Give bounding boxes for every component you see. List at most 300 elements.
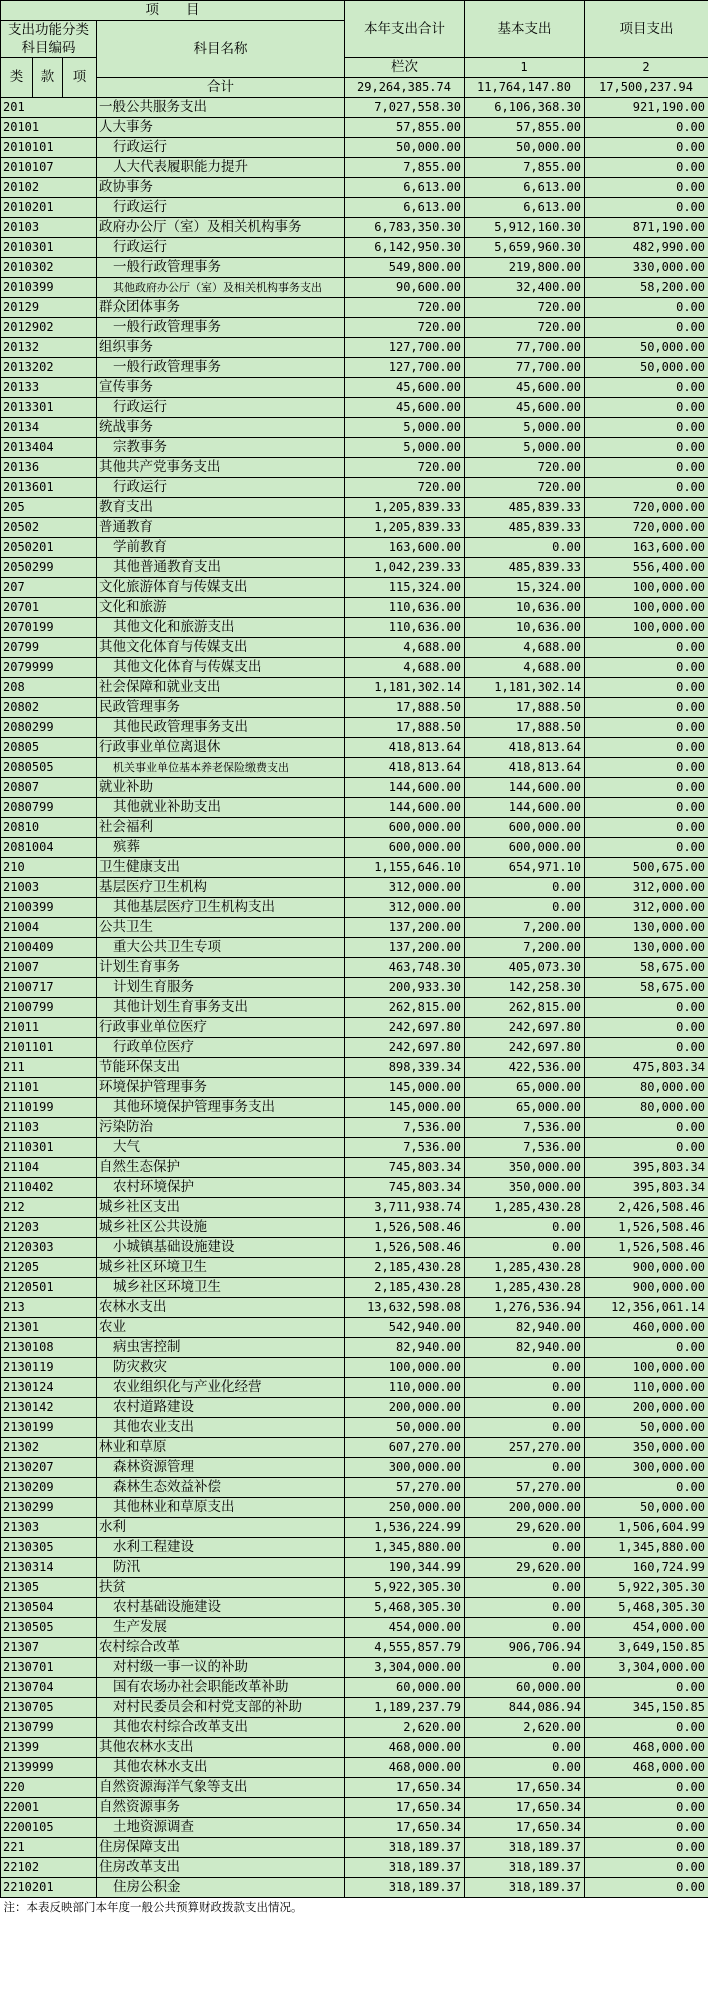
row-code: 2130124 xyxy=(1,1378,97,1398)
row-total: 312,000.00 xyxy=(345,898,465,918)
row-total: 2,185,430.28 xyxy=(345,1258,465,1278)
table-row xyxy=(1,1678,708,1698)
table-row xyxy=(1,1598,708,1618)
row-name: 其他民政管理事务支出 xyxy=(97,718,345,738)
row-total: 600,000.00 xyxy=(345,818,465,838)
row-code: 21307 xyxy=(1,1638,97,1658)
row-code: 22001 xyxy=(1,1798,97,1818)
row-project: 720,000.00 xyxy=(585,498,708,518)
row-basic: 50,000.00 xyxy=(465,138,585,158)
row-code: 2010201 xyxy=(1,198,97,218)
table-row xyxy=(1,378,708,398)
table-row xyxy=(1,778,708,798)
row-project: 5,922,305.30 xyxy=(585,1578,708,1598)
row-project: 0.00 xyxy=(585,458,708,478)
row-project: 345,150.85 xyxy=(585,1698,708,1718)
table-row xyxy=(1,1418,708,1438)
row-code: 2010301 xyxy=(1,238,97,258)
row-project: 0.00 xyxy=(585,1678,708,1698)
table-row xyxy=(1,218,708,238)
row-name: 生产发展 xyxy=(97,1618,345,1638)
row-basic: 2,620.00 xyxy=(465,1718,585,1738)
row-basic: 318,189.37 xyxy=(465,1858,585,1878)
row-basic: 485,839.33 xyxy=(465,558,585,578)
row-code: 20129 xyxy=(1,298,97,318)
row-code: 20103 xyxy=(1,218,97,238)
row-total: 463,748.30 xyxy=(345,958,465,978)
row-basic: 1,285,430.28 xyxy=(465,1258,585,1278)
table-row xyxy=(1,198,708,218)
table-row xyxy=(1,1358,708,1378)
row-project: 1,526,508.46 xyxy=(585,1238,708,1258)
row-basic: 242,697.80 xyxy=(465,1038,585,1058)
header-row-1 xyxy=(1,1,708,21)
row-name: 一般公共服务支出 xyxy=(97,98,345,118)
header-lanci: 栏次 xyxy=(345,58,465,78)
row-project: 454,000.00 xyxy=(585,1618,708,1638)
table-row xyxy=(1,1498,708,1518)
row-basic: 57,855.00 xyxy=(465,118,585,138)
row-total: 13,632,598.08 xyxy=(345,1298,465,1318)
row-basic: 600,000.00 xyxy=(465,818,585,838)
row-basic: 82,940.00 xyxy=(465,1318,585,1338)
row-name: 就业补助 xyxy=(97,778,345,798)
row-name: 其他政府办公厅（室）及相关机构事务支出 xyxy=(97,278,345,298)
row-name: 其他农林水支出 xyxy=(97,1738,345,1758)
row-name: 自然生态保护 xyxy=(97,1158,345,1178)
row-project: 0.00 xyxy=(585,1118,708,1138)
row-code: 20136 xyxy=(1,458,97,478)
row-project: 395,803.34 xyxy=(585,1158,708,1178)
row-basic: 32,400.00 xyxy=(465,278,585,298)
row-basic: 485,839.33 xyxy=(465,518,585,538)
row-name: 一般行政管理事务 xyxy=(97,358,345,378)
row-name: 农业组织化与产业化经营 xyxy=(97,1378,345,1398)
row-project: 130,000.00 xyxy=(585,918,708,938)
row-name: 污染防治 xyxy=(97,1118,345,1138)
row-total: 57,855.00 xyxy=(345,118,465,138)
row-project: 160,724.99 xyxy=(585,1558,708,1578)
row-total: 745,803.34 xyxy=(345,1158,465,1178)
row-basic: 6,613.00 xyxy=(465,178,585,198)
row-name: 宣传事务 xyxy=(97,378,345,398)
row-total: 312,000.00 xyxy=(345,878,465,898)
row-basic: 6,106,368.30 xyxy=(465,98,585,118)
row-basic: 57,270.00 xyxy=(465,1478,585,1498)
row-name: 城乡社区环境卫生 xyxy=(97,1258,345,1278)
header-col-basic: 基本支出 xyxy=(465,1,585,58)
row-project: 0.00 xyxy=(585,778,708,798)
row-total: 1,205,839.33 xyxy=(345,518,465,538)
row-basic: 242,697.80 xyxy=(465,1018,585,1038)
table-row xyxy=(1,1018,708,1038)
row-total: 110,000.00 xyxy=(345,1378,465,1398)
row-name: 机关事业单位基本养老保险缴费支出 xyxy=(97,758,345,778)
row-basic: 4,688.00 xyxy=(465,658,585,678)
row-basic: 142,258.30 xyxy=(465,978,585,998)
row-project: 0.00 xyxy=(585,478,708,498)
row-basic: 0.00 xyxy=(465,538,585,558)
row-basic: 60,000.00 xyxy=(465,1678,585,1698)
row-name: 土地资源调查 xyxy=(97,1818,345,1838)
row-project: 460,000.00 xyxy=(585,1318,708,1338)
row-name: 行政运行 xyxy=(97,238,345,258)
header-xiang: 项 xyxy=(63,58,97,98)
row-code: 2130199 xyxy=(1,1418,97,1438)
table-row xyxy=(1,478,708,498)
row-code: 21302 xyxy=(1,1438,97,1458)
row-project: 0.00 xyxy=(585,118,708,138)
row-name: 对村级一事一议的补助 xyxy=(97,1658,345,1678)
row-total: 100,000.00 xyxy=(345,1358,465,1378)
row-basic: 10,636.00 xyxy=(465,618,585,638)
row-total: 242,697.80 xyxy=(345,1018,465,1038)
row-name: 农村环境保护 xyxy=(97,1178,345,1198)
row-basic: 0.00 xyxy=(465,898,585,918)
row-name: 病虫害控制 xyxy=(97,1338,345,1358)
table-row xyxy=(1,1718,708,1738)
row-name: 教育支出 xyxy=(97,498,345,518)
row-name: 行政运行 xyxy=(97,198,345,218)
row-project: 80,000.00 xyxy=(585,1078,708,1098)
table-row xyxy=(1,98,708,118)
row-name: 其他林业和草原支出 xyxy=(97,1498,345,1518)
row-code: 2013202 xyxy=(1,358,97,378)
row-basic: 844,086.94 xyxy=(465,1698,585,1718)
table-row xyxy=(1,858,708,878)
row-project: 0.00 xyxy=(585,418,708,438)
row-code: 20133 xyxy=(1,378,97,398)
row-code: 2130704 xyxy=(1,1678,97,1698)
row-project: 5,468,305.30 xyxy=(585,1598,708,1618)
header-class-code: 支出功能分类科目编码 xyxy=(1,21,97,58)
row-code: 20799 xyxy=(1,638,97,658)
row-name: 殡葬 xyxy=(97,838,345,858)
row-total: 5,922,305.30 xyxy=(345,1578,465,1598)
row-code: 20134 xyxy=(1,418,97,438)
row-project: 0.00 xyxy=(585,698,708,718)
row-project: 871,190.00 xyxy=(585,218,708,238)
row-basic: 45,600.00 xyxy=(465,378,585,398)
row-project: 0.00 xyxy=(585,658,708,678)
row-basic: 906,706.94 xyxy=(465,1638,585,1658)
row-basic: 0.00 xyxy=(465,1578,585,1598)
row-total: 1,205,839.33 xyxy=(345,498,465,518)
row-code: 2130119 xyxy=(1,1358,97,1378)
row-name: 大气 xyxy=(97,1138,345,1158)
row-code: 21205 xyxy=(1,1258,97,1278)
row-basic: 65,000.00 xyxy=(465,1098,585,1118)
row-total: 720.00 xyxy=(345,298,465,318)
row-basic: 17,888.50 xyxy=(465,698,585,718)
row-basic: 418,813.64 xyxy=(465,758,585,778)
row-code: 21101 xyxy=(1,1078,97,1098)
row-code: 2013404 xyxy=(1,438,97,458)
row-project: 0.00 xyxy=(585,198,708,218)
row-code: 2210201 xyxy=(1,1878,97,1898)
row-code: 2010399 xyxy=(1,278,97,298)
table-row xyxy=(1,178,708,198)
row-project: 58,675.00 xyxy=(585,958,708,978)
row-basic: 7,200.00 xyxy=(465,938,585,958)
row-project: 312,000.00 xyxy=(585,878,708,898)
table-row xyxy=(1,1158,708,1178)
row-total: 418,813.64 xyxy=(345,738,465,758)
row-basic: 0.00 xyxy=(465,1398,585,1418)
row-basic: 0.00 xyxy=(465,1738,585,1758)
row-code: 220 xyxy=(1,1778,97,1798)
table-row xyxy=(1,538,708,558)
row-basic: 15,324.00 xyxy=(465,578,585,598)
row-project: 468,000.00 xyxy=(585,1738,708,1758)
table-row xyxy=(1,1778,708,1798)
row-basic: 1,285,430.28 xyxy=(465,1198,585,1218)
row-name: 水利工程建设 xyxy=(97,1538,345,1558)
row-name: 其他农林水支出 xyxy=(97,1758,345,1778)
row-project: 0.00 xyxy=(585,398,708,418)
row-code: 21003 xyxy=(1,878,97,898)
row-project: 50,000.00 xyxy=(585,358,708,378)
row-project: 50,000.00 xyxy=(585,338,708,358)
row-total: 468,000.00 xyxy=(345,1758,465,1778)
row-total: 6,613.00 xyxy=(345,198,465,218)
row-code: 21203 xyxy=(1,1218,97,1238)
table-row xyxy=(1,1198,708,1218)
row-project: 312,000.00 xyxy=(585,898,708,918)
row-name: 基层医疗卫生机构 xyxy=(97,878,345,898)
row-basic: 144,600.00 xyxy=(465,778,585,798)
row-name: 其他环境保护管理事务支出 xyxy=(97,1098,345,1118)
sum-project: 17,500,237.94 xyxy=(585,78,708,98)
row-project: 100,000.00 xyxy=(585,598,708,618)
row-code: 21007 xyxy=(1,958,97,978)
row-total: 318,189.37 xyxy=(345,1838,465,1858)
row-code: 205 xyxy=(1,498,97,518)
row-project: 0.00 xyxy=(585,1798,708,1818)
table-row xyxy=(1,678,708,698)
row-code: 2100409 xyxy=(1,938,97,958)
row-total: 2,185,430.28 xyxy=(345,1278,465,1298)
row-project: 0.00 xyxy=(585,1878,708,1898)
row-project: 50,000.00 xyxy=(585,1418,708,1438)
sum-basic: 11,764,147.80 xyxy=(465,78,585,98)
row-code: 2130504 xyxy=(1,1598,97,1618)
row-total: 17,650.34 xyxy=(345,1818,465,1838)
row-total: 17,650.34 xyxy=(345,1778,465,1798)
row-basic: 318,189.37 xyxy=(465,1838,585,1858)
row-name: 小城镇基础设施建设 xyxy=(97,1238,345,1258)
row-total: 720.00 xyxy=(345,478,465,498)
row-basic: 422,536.00 xyxy=(465,1058,585,1078)
row-project: 0.00 xyxy=(585,178,708,198)
row-project: 0.00 xyxy=(585,758,708,778)
table-row xyxy=(1,978,708,998)
row-project: 0.00 xyxy=(585,1858,708,1878)
row-total: 6,613.00 xyxy=(345,178,465,198)
row-name: 其他共产党事务支出 xyxy=(97,458,345,478)
table-row xyxy=(1,838,708,858)
row-code: 2110301 xyxy=(1,1138,97,1158)
header-kuan: 款 xyxy=(33,58,63,98)
row-total: 50,000.00 xyxy=(345,1418,465,1438)
row-basic: 405,073.30 xyxy=(465,958,585,978)
row-project: 900,000.00 xyxy=(585,1278,708,1298)
row-code: 2139999 xyxy=(1,1758,97,1778)
row-basic: 600,000.00 xyxy=(465,838,585,858)
row-name: 扶贫 xyxy=(97,1578,345,1598)
table-row xyxy=(1,138,708,158)
row-project: 110,000.00 xyxy=(585,1378,708,1398)
row-total: 45,600.00 xyxy=(345,398,465,418)
header-row-5 xyxy=(1,78,708,98)
row-total: 17,650.34 xyxy=(345,1798,465,1818)
row-code: 2100717 xyxy=(1,978,97,998)
table-row xyxy=(1,1618,708,1638)
table-row xyxy=(1,1138,708,1158)
row-total: 17,888.50 xyxy=(345,698,465,718)
row-code: 212 xyxy=(1,1198,97,1218)
row-code: 2130108 xyxy=(1,1338,97,1358)
row-name: 行政单位医疗 xyxy=(97,1038,345,1058)
row-project: 556,400.00 xyxy=(585,558,708,578)
row-basic: 350,000.00 xyxy=(465,1178,585,1198)
row-total: 137,200.00 xyxy=(345,938,465,958)
row-name: 国有农场办社会职能改革补助 xyxy=(97,1678,345,1698)
row-code: 2130701 xyxy=(1,1658,97,1678)
row-total: 300,000.00 xyxy=(345,1458,465,1478)
row-project: 0.00 xyxy=(585,718,708,738)
row-code: 2130705 xyxy=(1,1698,97,1718)
row-project: 50,000.00 xyxy=(585,1498,708,1518)
row-basic: 0.00 xyxy=(465,1358,585,1378)
row-name: 其他农业支出 xyxy=(97,1418,345,1438)
row-total: 5,468,305.30 xyxy=(345,1598,465,1618)
row-total: 50,000.00 xyxy=(345,138,465,158)
table-row xyxy=(1,318,708,338)
row-basic: 77,700.00 xyxy=(465,338,585,358)
sum-total: 29,264,385.74 xyxy=(345,78,465,98)
table-row xyxy=(1,1878,708,1898)
row-total: 6,783,350.30 xyxy=(345,218,465,238)
row-code: 2070199 xyxy=(1,618,97,638)
table-row xyxy=(1,1798,708,1818)
table-row xyxy=(1,1338,708,1358)
table-row xyxy=(1,278,708,298)
table-row xyxy=(1,118,708,138)
row-total: 242,697.80 xyxy=(345,1038,465,1058)
row-project: 12,356,061.14 xyxy=(585,1298,708,1318)
row-basic: 257,270.00 xyxy=(465,1438,585,1458)
row-name: 农村道路建设 xyxy=(97,1398,345,1418)
row-name: 其他就业补助支出 xyxy=(97,798,345,818)
row-basic: 485,839.33 xyxy=(465,498,585,518)
row-code: 21399 xyxy=(1,1738,97,1758)
row-name: 社会福利 xyxy=(97,818,345,838)
row-total: 137,200.00 xyxy=(345,918,465,938)
row-total: 200,933.30 xyxy=(345,978,465,998)
row-code: 20805 xyxy=(1,738,97,758)
row-code: 21303 xyxy=(1,1518,97,1538)
row-code: 2079999 xyxy=(1,658,97,678)
row-code: 21104 xyxy=(1,1158,97,1178)
row-name: 文化和旅游 xyxy=(97,598,345,618)
row-total: 163,600.00 xyxy=(345,538,465,558)
row-total: 82,940.00 xyxy=(345,1338,465,1358)
row-project: 0.00 xyxy=(585,738,708,758)
row-project: 0.00 xyxy=(585,1838,708,1858)
row-basic: 0.00 xyxy=(465,1658,585,1678)
row-project: 0.00 xyxy=(585,798,708,818)
row-code: 2110402 xyxy=(1,1178,97,1198)
table-row xyxy=(1,1558,708,1578)
row-name: 自然资源事务 xyxy=(97,1798,345,1818)
row-project: 0.00 xyxy=(585,998,708,1018)
row-project: 3,649,150.85 xyxy=(585,1638,708,1658)
row-project: 1,526,508.46 xyxy=(585,1218,708,1238)
table-row xyxy=(1,1258,708,1278)
row-code: 2130142 xyxy=(1,1398,97,1418)
row-total: 145,000.00 xyxy=(345,1098,465,1118)
row-name: 行政事业单位医疗 xyxy=(97,1018,345,1038)
row-total: 600,000.00 xyxy=(345,838,465,858)
row-basic: 65,000.00 xyxy=(465,1078,585,1098)
row-total: 7,536.00 xyxy=(345,1118,465,1138)
row-name: 人大事务 xyxy=(97,118,345,138)
row-code: 21103 xyxy=(1,1118,97,1138)
row-name: 政协事务 xyxy=(97,178,345,198)
row-code: 20810 xyxy=(1,818,97,838)
table-row xyxy=(1,898,708,918)
row-code: 2101101 xyxy=(1,1038,97,1058)
row-code: 2080299 xyxy=(1,718,97,738)
row-total: 127,700.00 xyxy=(345,338,465,358)
row-code: 2010107 xyxy=(1,158,97,178)
row-name: 森林资源管理 xyxy=(97,1458,345,1478)
row-code: 2200105 xyxy=(1,1818,97,1838)
row-code: 2130314 xyxy=(1,1558,97,1578)
row-total: 110,636.00 xyxy=(345,598,465,618)
row-total: 549,800.00 xyxy=(345,258,465,278)
table-row xyxy=(1,758,708,778)
row-basic: 0.00 xyxy=(465,1218,585,1238)
row-name: 行政运行 xyxy=(97,398,345,418)
row-total: 454,000.00 xyxy=(345,1618,465,1638)
row-project: 100,000.00 xyxy=(585,618,708,638)
row-code: 2080799 xyxy=(1,798,97,818)
row-code: 2130505 xyxy=(1,1618,97,1638)
row-basic: 720.00 xyxy=(465,318,585,338)
table-row xyxy=(1,1758,708,1778)
row-project: 900,000.00 xyxy=(585,1258,708,1278)
row-project: 0.00 xyxy=(585,1718,708,1738)
row-basic: 0.00 xyxy=(465,1378,585,1398)
row-name: 环境保护管理事务 xyxy=(97,1078,345,1098)
row-total: 1,155,646.10 xyxy=(345,858,465,878)
row-name: 森林生态效益补偿 xyxy=(97,1478,345,1498)
row-basic: 200,000.00 xyxy=(465,1498,585,1518)
row-total: 3,304,000.00 xyxy=(345,1658,465,1678)
header-xiangmu: 项 目 xyxy=(1,1,345,21)
table-row xyxy=(1,1318,708,1338)
table-row xyxy=(1,818,708,838)
row-basic: 418,813.64 xyxy=(465,738,585,758)
row-name: 对村民委员会和村党支部的补助 xyxy=(97,1698,345,1718)
row-code: 208 xyxy=(1,678,97,698)
row-project: 58,200.00 xyxy=(585,278,708,298)
row-basic: 77,700.00 xyxy=(465,358,585,378)
row-basic: 1,276,536.94 xyxy=(465,1298,585,1318)
table-row xyxy=(1,1858,708,1878)
